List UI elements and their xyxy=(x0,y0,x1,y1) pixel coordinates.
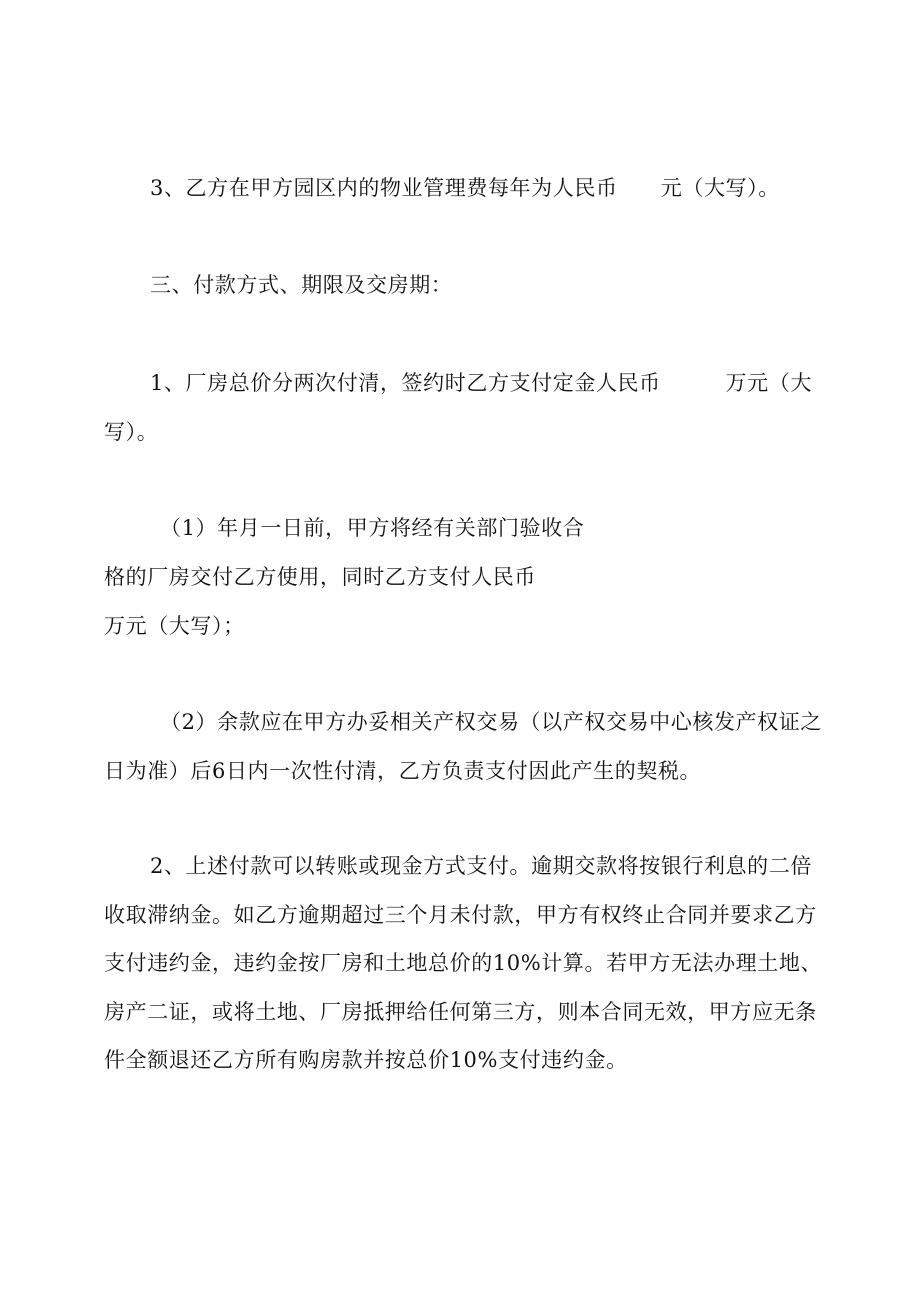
clause-1-line-1: 1、厂房总价分两次付清，签约时乙方支付定金人民币 万元（大 xyxy=(150,371,812,395)
section-3-heading: 三、付款方式、期限及交房期： xyxy=(150,273,453,297)
sub-clause-1-line-3: 万元（大写）； xyxy=(104,614,245,638)
sub-clause-1-line-1: （1）年月一日前，甲方将经有关部门验收合 xyxy=(160,516,585,540)
sub-clause-2-line-1: （2）余款应在甲方办妥相关产权交易（以产权交易中心核发产权证之 xyxy=(160,710,822,734)
sub-clause-2-line-2: 日为准）后6日内一次性付清，乙方负责支付因此产生的契税。 xyxy=(104,759,702,783)
clause-3-property-fee: 3、乙方在甲方园区内的物业管理费每年为人民币 元（大写）。 xyxy=(150,176,780,200)
clause-2-line-1: 2、上述付款可以转账或现金方式支付。逾期交款将按银行利息的二倍 xyxy=(150,854,812,878)
clause-2-line-2: 收取滞纳金。如乙方逾期超过三个月未付款，甲方有权终止合同并要求乙方 xyxy=(104,903,817,927)
clause-1-line-2: 写）。 xyxy=(104,420,159,444)
clause-2-line-4: 房产二证，或将土地、厂房抵押给任何第三方，则本合同无效，甲方应无条 xyxy=(104,1000,817,1024)
clause-2-line-5: 件全额退还乙方所有购房款并按总价10%支付违约金。 xyxy=(104,1048,628,1072)
sub-clause-1-line-2: 格的厂房交付乙方使用，同时乙方支付人民币 xyxy=(104,565,536,589)
clause-2-line-3: 支付违约金，违约金按厂房和土地总价的10%计算。若甲方无法办理土地、 xyxy=(104,951,823,975)
